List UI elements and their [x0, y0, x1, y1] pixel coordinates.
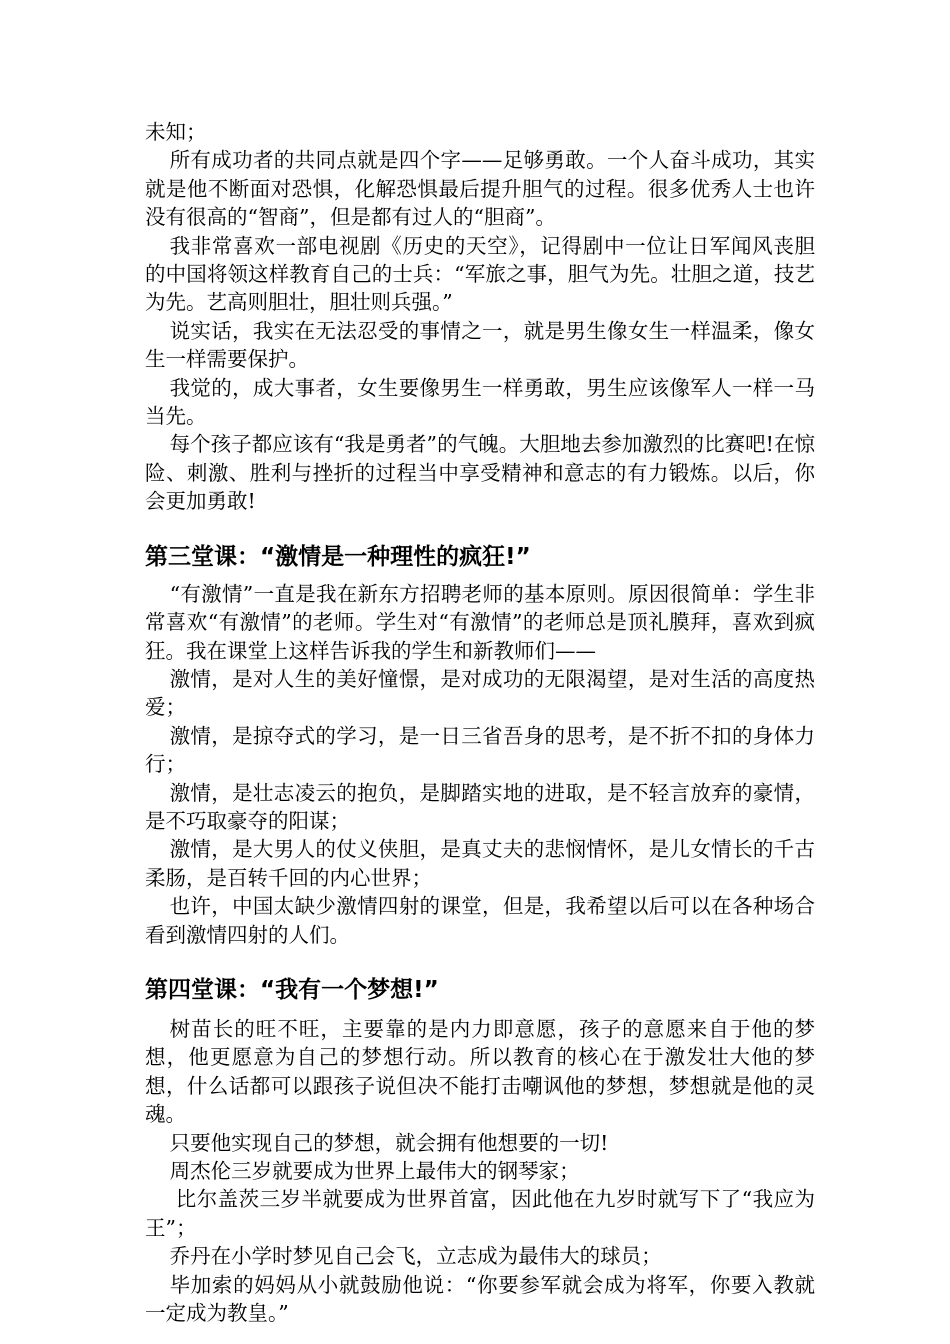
paragraph: 说实话，我实在无法忍受的事情之一，就是男生像女生一样温柔，像女生一样需要保护。	[145, 318, 815, 372]
section-heading: 第四堂课：“我有一个梦想!”	[145, 976, 439, 1003]
paragraph: 未知；	[145, 120, 207, 144]
paragraph: 只要他实现自己的梦想，就会拥有他想要的一切!	[169, 1130, 609, 1155]
paragraph: 周杰伦三岁就要成为世界上最伟大的钢琴家；	[169, 1159, 580, 1183]
paragraph: 激情，是对人生的美好憧憬，是对成功的无限渴望，是对生活的高度热爱；	[145, 666, 815, 720]
lesson-four-section	[145, 975, 815, 1327]
paragraph: 我觉的，成大事者，女生要像男生一样勇敢，男生应该像军人一样一马当先。	[145, 375, 815, 429]
document-page	[145, 118, 815, 1327]
paragraph: 毕加索的妈妈从小就鼓励他说：“你要参军就会成为将军，你要入教就一定成为教皇。”	[145, 1272, 815, 1326]
paragraph: 也许，中国太缺少激情四射的课堂，但是，我希望以后可以在各种场合看到激情四射的人们。	[145, 894, 815, 947]
intro-section	[145, 118, 815, 516]
section-heading: 第三堂课：“激情是一种理性的疯狂!”	[145, 543, 531, 570]
lesson-three-section	[145, 542, 815, 949]
paragraph: 激情，是掠夺式的学习，是一日三省吾身的思考，是不折不扣的身体力行；	[145, 723, 815, 777]
paragraph: 激情，是壮志凌云的抱负，是脚踏实地的进取，是不轻言放弃的豪情，是不巧取豪夺的阳谋；	[145, 780, 815, 833]
paragraph: 树苗长的旺不旺，主要靠的是内力即意愿，孩子的意愿来自于他的梦想，他更愿意为自己的梦想行动。所以教育的核心在于激发壮大他的梦想，什么话都可以跟孩子说但决不能打击嘲讽他的梦想，梦想就是他的灵魂。	[145, 1016, 815, 1127]
paragraph: “有激情”一直是我在新东方招聘老师的基本原则。原因很简单：学生非常喜欢“有激情”的老师。学生对“有激情”的老师总是顶礼膜拜，喜欢到疯狂。我在课堂上这样告诉我的学生和新教师们——	[145, 581, 815, 663]
paragraph: 所有成功者的共同点就是四个字——足够勇敢。一个人奋斗成功，其实就是他不断面对恐惧，化解恐惧最后提升胆气的过程。很多优秀人士也许没有很高的“智商”，但是都有过人的“胆商”。	[145, 148, 815, 230]
paragraph: 激情，是大男人的仗义侠胆，是真丈夫的悲悯情怀，是儿女情长的千古柔肠，是百转千回的内心世界；	[145, 837, 815, 890]
paragraph: 我非常喜欢一部电视剧《历史的天空》，记得剧中一位让日军闻风丧胆的中国将领这样教育自己的士兵：“军旅之事，胆气为先。壮胆之道，技艺为先。艺高则胆壮，胆壮则兵强。”	[145, 233, 815, 315]
paragraph: 每个孩子都应该有“我是勇者”的气魄。大胆地去参加激烈的比赛吧!在惊险、刺激、胜利与挫折的过程当中享受精神和意志的有力锻炼。以后，你会更加勇敢!	[145, 432, 815, 514]
paragraph: 乔丹在小学时梦见自己会飞，立志成为最伟大的球员；	[169, 1244, 662, 1269]
paragraph: 比尔盖茨三岁半就要成为世界首富，因此他在九岁时就写下了“我应为王”；	[145, 1187, 815, 1240]
